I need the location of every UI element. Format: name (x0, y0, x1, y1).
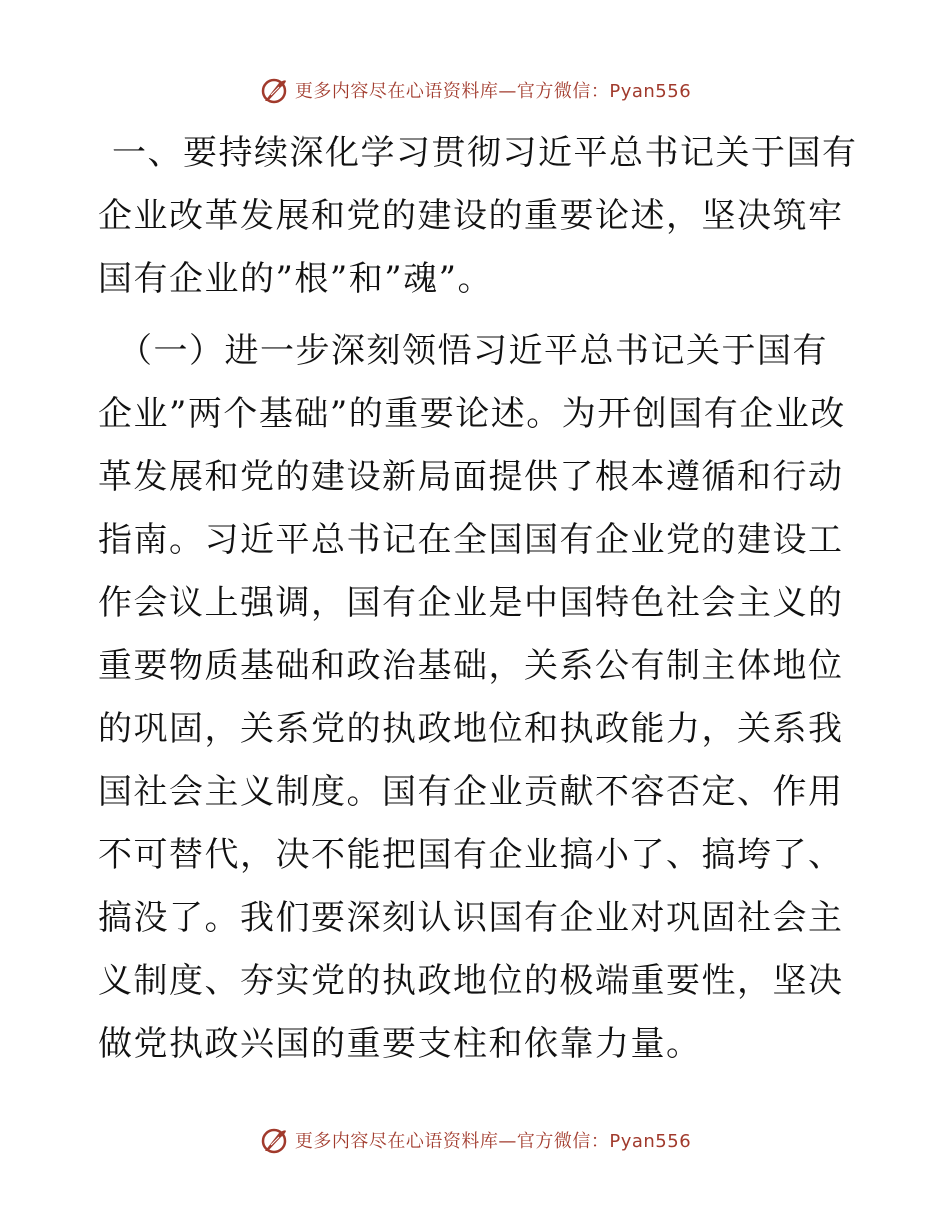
document-body (98, 122, 858, 1076)
body-paragraph: （一）进一步深刻领悟习近平总书记关于国有企业”两个基础”的重要论述。为开创国有企业改革发展和党的建设新局面提供了根本遵循和行动指南。习近平总书记在全国国有企业党的建设工作会议上强调，国有企业是中国特色社会主义的重要物质基础和政治基础，关系公有制主体地位的巩固，关系党的执政地位和执政能力，关系我国社会主义制度。国有企业贡献不容否定、作用不可替代，决不能把国有企业搞小了、搞垮了、搞没了。我们要深刻认识国有企业对巩固社会主义制度、夯实党的执政地位的极端重要性，坚决做党执政兴国的重要支柱和依靠力量。 (98, 331, 846, 1064)
banner-text: 更多内容尽在心语资料库—官方微信：Pyan556 (294, 1131, 692, 1152)
feather-pen-logo-icon (259, 1125, 289, 1155)
banner-text: 更多内容尽在心语资料库—官方微信：Pyan556 (294, 81, 692, 102)
footer-banner (0, 1120, 950, 1160)
section-heading: 一、要持续深化学习贯彻习近平总书记关于国有企业改革发展和党的建设的重要论述，坚决筑牢国有企业的”根”和”魂”。 (98, 133, 858, 299)
header-banner (0, 70, 950, 110)
feather-pen-logo-icon (259, 75, 289, 105)
